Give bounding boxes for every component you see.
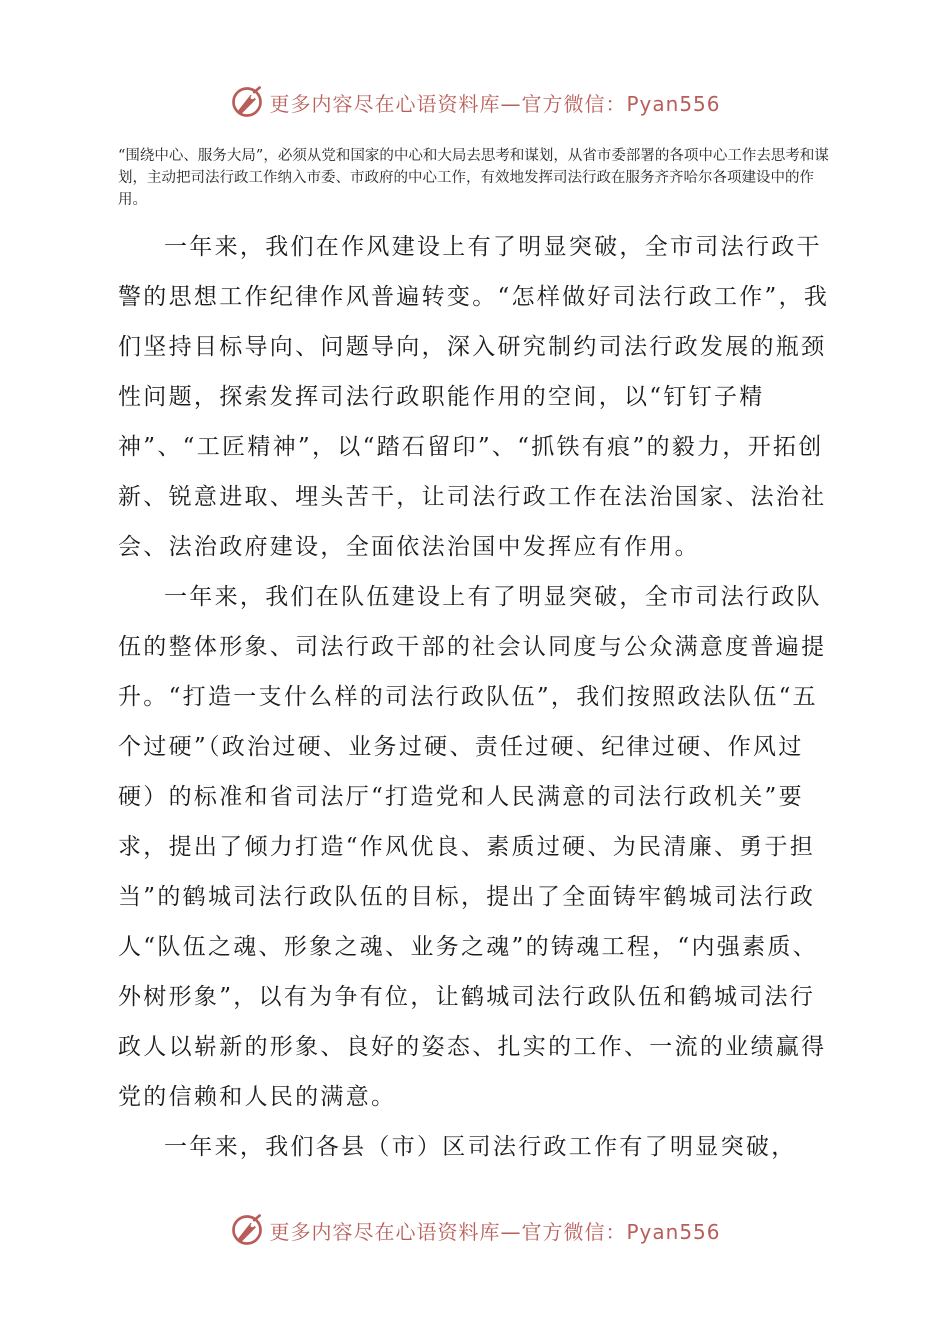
document-body [118,222,833,1172]
footer-watermark-banner [0,1210,950,1250]
paragraph-work-style: 一年来，我们在作风建设上有了明显突破，全市司法行政干警的思想工作纪律作风普遍转变。“怎样做好司法行政工作”，我们坚持目标导向、问题导向，深入研究制约司法行政发展的瓶颈性问题，探索发挥司法行政职能作用的空间，以“钉钉子精神”、“工匠精神”，以“踏石留印”、“抓铁有痕”的毅力，开拓创新、锐意进取、埋头苦干，让司法行政工作在法治国家、法治社会、法治政府建设，全面依法治国中发挥应有作用。 [118,234,830,560]
pen-nib-logo-icon [229,1212,265,1248]
header-watermark-banner [0,82,950,122]
footer-banner-text: 更多内容尽在心语资料库—官方微信：Pyan556 [269,1219,721,1244]
paragraph-districts: 一年来，我们各县（市）区司法行政工作有了明显突破， [164,1134,797,1160]
footer-wechat-id: Pyan556 [626,1219,721,1244]
header-banner-text: 更多内容尽在心语资料库—官方微信：Pyan556 [269,91,721,116]
paragraph-team-building: 一年来，我们在队伍建设上有了明显突破，全市司法行政队伍的整体形象、司法行政干部的社会认同度与公众满意度普遍提升。“打造一支什么样的司法行政队伍”，我们按照政法队伍“五个过硬”（政治过硬、业务过硬、责任过硬、纪律过硬、作风过硬）的标准和省司法厅“打造党和人民满意的司法行政机关”要求，提出了倾力打造“作风优良、素质过硬、为民清廉、勇于担当”的鹤城司法行政队伍的目标，提出了全面铸牢鹤城司法行政人“队伍之魂、形象之魂、业务之魂”的铸魂工程，“内强素质、外树形象”，以有为争有位，让鹤城司法行政队伍和鹤城司法行政人以崭新的形象、良好的姿态、扎实的工作、一流的业绩赢得党的信赖和人民的满意。 [118,584,827,1110]
header-wechat-id: Pyan556 [626,91,721,116]
intro-paragraph: “围绕中心、服务大局”，必须从党和国家的中心和大局去思考和谋划，从省市委部署的各项中心工作去思考和谋划，主动把司法行政工作纳入市委、市政府的中心工作，有效地发挥司法行政在服务齐齐哈尔各项建设中的作用。 [118,148,829,208]
pen-nib-logo-icon [229,84,265,120]
